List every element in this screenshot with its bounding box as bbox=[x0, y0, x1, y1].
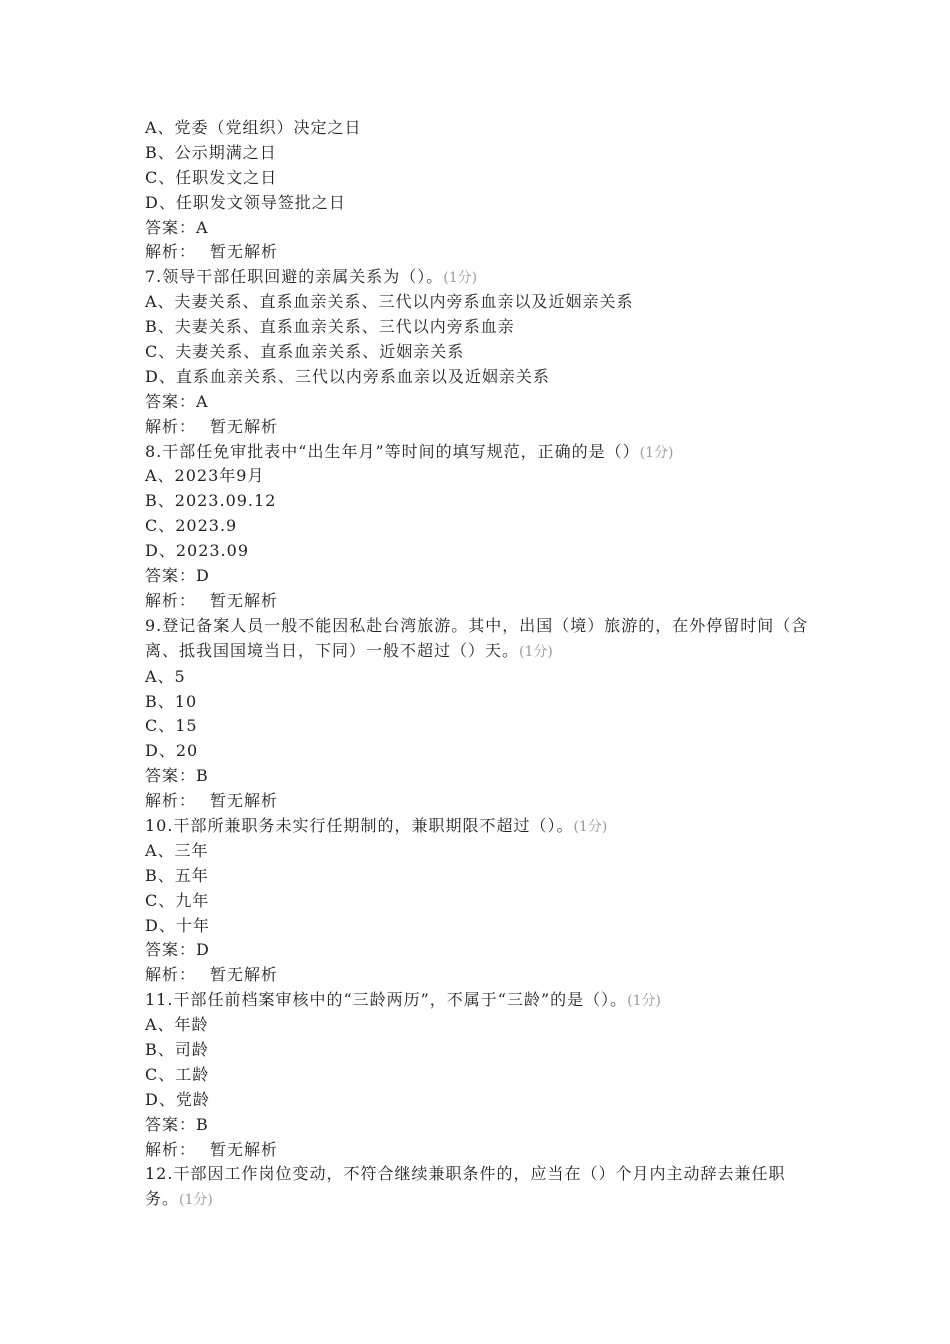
explanation-text: 暂无解析 bbox=[210, 416, 279, 436]
option-line: A、夫妻关系、直系血亲关系、三代以内旁系血亲以及近姻亲关系 bbox=[145, 292, 634, 312]
explanation-line bbox=[145, 240, 825, 265]
explanation-line bbox=[145, 589, 825, 614]
question-stem: 10.干部所兼职务未实行任期制的，兼职期限不超过（）。 bbox=[145, 815, 574, 835]
question-score: (1分) bbox=[443, 270, 478, 287]
explanation-label: 解析： bbox=[145, 1139, 197, 1159]
answer-line: 答案：A bbox=[145, 391, 209, 411]
option-line: D、任职发文领导签批之日 bbox=[145, 192, 346, 212]
option-line: B、2023.09.12 bbox=[145, 491, 277, 511]
question-text bbox=[145, 814, 825, 839]
option-line: D、2023.09 bbox=[145, 541, 249, 561]
explanation-line bbox=[145, 789, 825, 814]
explanation-text: 暂无解析 bbox=[210, 242, 279, 262]
option-line: A、2023年9月 bbox=[145, 466, 265, 486]
question-score: (1分) bbox=[639, 444, 674, 461]
option-line: C、任职发文之日 bbox=[145, 167, 278, 187]
question-score: (1分) bbox=[573, 818, 608, 835]
question-stem: 12.干部因工作岗位变动，不符合继续兼职条件的，应当在（）个月内主动辞去兼任职务。 bbox=[145, 1164, 786, 1209]
question-text bbox=[145, 614, 810, 665]
option-line: B、五年 bbox=[145, 865, 209, 885]
explanation-label: 解析： bbox=[145, 416, 197, 436]
option-line: D、党龄 bbox=[145, 1089, 210, 1109]
question-text bbox=[145, 988, 825, 1013]
question-stem: 7.领导干部任职回避的亲属关系为（）。 bbox=[145, 267, 444, 287]
question-stem: 9.登记备案人员一般不能因私赴台湾旅游。其中，出国（境）旅游的，在外停留时间（含离、抵我国国境当日，下同）一般不超过（）天。 bbox=[145, 615, 809, 660]
option-line: A、年龄 bbox=[145, 1015, 209, 1035]
question-score: (1分) bbox=[519, 643, 553, 660]
question-stem: 11.干部任前档案审核中的“三龄两历”，不属于“三龄”的是（）。 bbox=[145, 990, 628, 1010]
option-line: C、夫妻关系、直系血亲关系、近姻亲关系 bbox=[145, 342, 465, 362]
option-line: A、三年 bbox=[145, 840, 209, 860]
explanation-text: 暂无解析 bbox=[210, 791, 279, 811]
option-line: B、夫妻关系、直系血亲关系、三代以内旁系血亲 bbox=[145, 317, 515, 337]
question-score: (1分) bbox=[179, 1192, 213, 1209]
explanation-line bbox=[145, 415, 825, 440]
option-line: C、九年 bbox=[145, 890, 210, 910]
question-text bbox=[145, 440, 825, 465]
answer-line: 答案：B bbox=[145, 766, 209, 786]
question-text bbox=[145, 1162, 810, 1213]
question-score: (1分) bbox=[627, 993, 662, 1010]
option-line: C、15 bbox=[145, 716, 198, 736]
explanation-line bbox=[145, 963, 825, 988]
explanation-label: 解析： bbox=[145, 965, 197, 985]
option-line: C、工龄 bbox=[145, 1064, 210, 1084]
explanation-label: 解析： bbox=[145, 590, 197, 610]
explanation-line bbox=[145, 1138, 825, 1163]
question-text bbox=[145, 265, 825, 290]
explanation-label: 解析： bbox=[145, 791, 197, 811]
option-line: D、20 bbox=[145, 741, 199, 761]
option-line: D、十年 bbox=[145, 915, 210, 935]
explanation-text: 暂无解析 bbox=[210, 590, 279, 610]
explanation-text: 暂无解析 bbox=[210, 1139, 279, 1159]
option-line: B、公示期满之日 bbox=[145, 142, 277, 162]
answer-line: 答案：A bbox=[145, 217, 209, 237]
option-line: B、10 bbox=[145, 691, 198, 711]
option-line: A、5 bbox=[145, 666, 186, 686]
explanation-label: 解析： bbox=[145, 242, 197, 262]
option-line: C、2023.9 bbox=[145, 516, 238, 536]
question-stem: 8.干部任免审批表中“出生年月”等时间的填写规范，正确的是（） bbox=[145, 441, 640, 461]
exam-page bbox=[145, 116, 825, 1213]
option-line: B、司龄 bbox=[145, 1039, 209, 1059]
answer-line: 答案：D bbox=[145, 940, 210, 960]
answer-line: 答案：D bbox=[145, 566, 210, 586]
answer-line: 答案：B bbox=[145, 1114, 209, 1134]
option-line: D、直系血亲关系、三代以内旁系血亲以及近姻亲关系 bbox=[145, 366, 550, 386]
option-line: A、党委（党组织）决定之日 bbox=[145, 118, 362, 137]
explanation-text: 暂无解析 bbox=[210, 965, 279, 985]
